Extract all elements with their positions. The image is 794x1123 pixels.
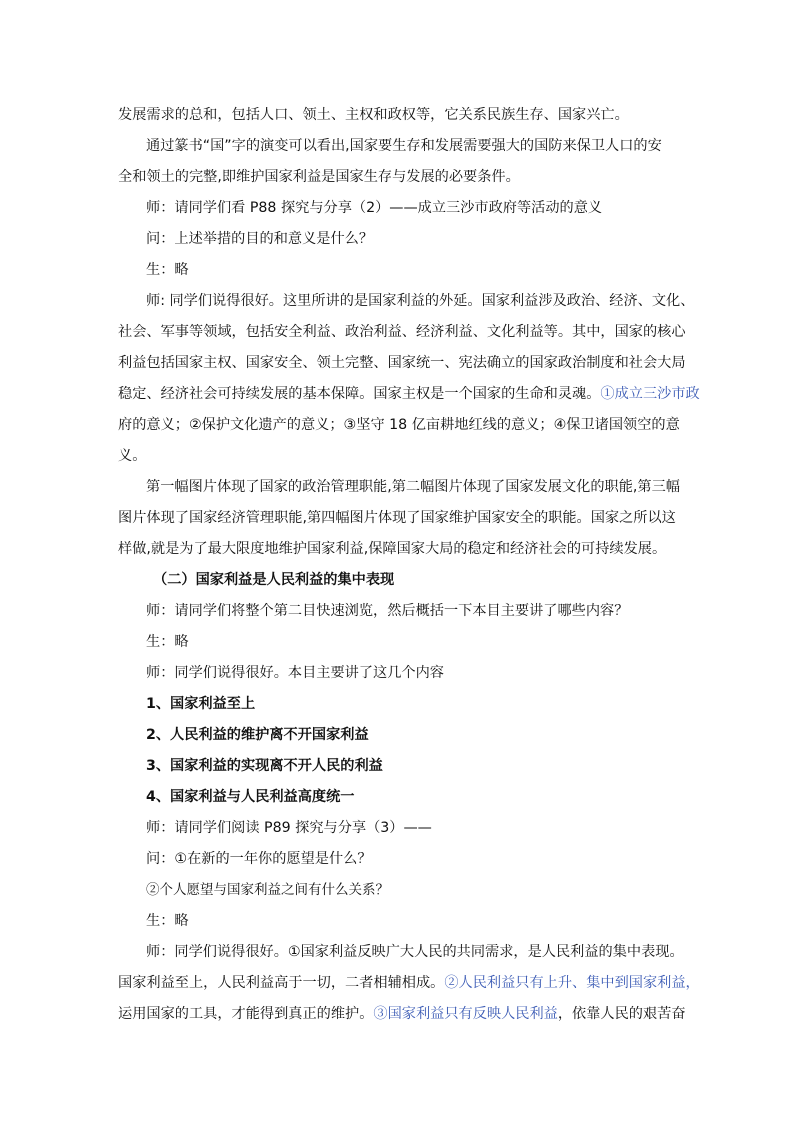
paragraph-text: 国家利益至上，人民利益高于一切，二者相辅相成。 [118,975,445,991]
highlighted-text: ①成立三沙市政 [600,386,700,402]
paragraph-line: 府的意义；②保护文化遗产的意义；③坚守 18 亿亩耕地红线的意义；④保卫诸国领空的意 [118,417,680,433]
highlighted-text: ③国家利益只有反映人民利益 [373,1006,558,1022]
point-item: 1、国家利益至上 [146,696,256,712]
student-line: 生：略 [146,634,189,650]
paragraph-line [118,999,688,1030]
teacher-prompt: 师：请同学们将整个第二目快速浏览，然后概括一下本目主要讲了哪些内容？ [146,603,629,619]
teacher-prompt: 师：请同学们看 P88 探究与分享（2）——成立三沙市政府等活动的意义 [146,200,603,216]
paragraph-line [118,379,700,410]
teacher-explanation: 师：同学们说得很好。①国家利益反映广大人民的共同需求，是人民利益的集中表现。 [146,944,684,960]
point-item: 3、国家利益的实现离不开人民的利益 [146,758,383,774]
document-body [118,100,700,1030]
paragraph-line [118,968,700,999]
teacher-explanation: 师：同学们说得很好。本目主要讲了这几个内容 [146,665,444,681]
paragraph-line: 义。 [118,448,147,464]
question-line: 问：①在新的一年你的愿望是什么？ [146,851,372,867]
paragraph-text: 稳定、经济社会可持续发展的基本保障。国家主权是一个国家的生命和灵魂。 [118,386,601,402]
paragraph-line: 图片体现了国家经济管理职能,第四幅图片体现了国家维护国家安全的职能。国家之所以这 [118,510,676,526]
teacher-explanation: 师: 同学们说得很好。这里所讲的是国家利益的外延。国家利益涉及政治、经济、文化、 [146,293,695,309]
question-line: ②个人愿望与国家利益之间有什么关系？ [146,882,389,898]
student-line: 生：略 [146,262,189,278]
paragraph-line: 利益包括国家主权、国家安全、领土完整、国家统一、宪法确立的国家政治制度和社会大局 [118,355,686,371]
paragraph-line: 社会、军事等领域，包括安全利益、政治利益、经济利益、文化利益等。其中，国家的核心 [118,324,686,340]
highlighted-text: ②人民利益只有上升、集中到国家利益， [444,975,700,991]
section-heading: （二）国家利益是人民利益的集中表现 [153,572,395,588]
paragraph-line: 第一幅图片体现了国家的政治管理职能,第二幅图片体现了国家发展文化的职能,第三幅 [146,479,680,495]
student-line: 生：略 [146,913,189,929]
paragraph-line: 样做,就是为了最大限度地维护国家利益,保障国家大局的稳定和经济社会的可持续发展。 [118,541,667,557]
paragraph-text: 运用国家的工具，才能得到真正的维护。 [118,1006,374,1022]
point-item: 2、人民利益的维护离不开国家利益 [146,727,369,743]
paragraph-text: ，依靠人民的艰苦奋 [557,1006,686,1022]
paragraph-line: 全和领土的完整,即维护国家利益是国家生存与发展的必要条件。 [118,169,520,185]
teacher-prompt: 师：请同学们阅读 P89 探究与分享（3）—— [146,820,432,836]
paragraph-line: 通过篆书“国”字的演变可以看出,国家要生存和发展需要强大的国防来保卫人口的安 [146,138,662,154]
paragraph-line: 发展需求的总和，包括人口、领土、主权和政权等，它关系民族生存、国家兴亡。 [118,107,629,123]
question-line: 问：上述举措的目的和意义是什么？ [146,231,374,247]
point-item: 4、国家利益与人民利益高度统一 [146,789,355,805]
